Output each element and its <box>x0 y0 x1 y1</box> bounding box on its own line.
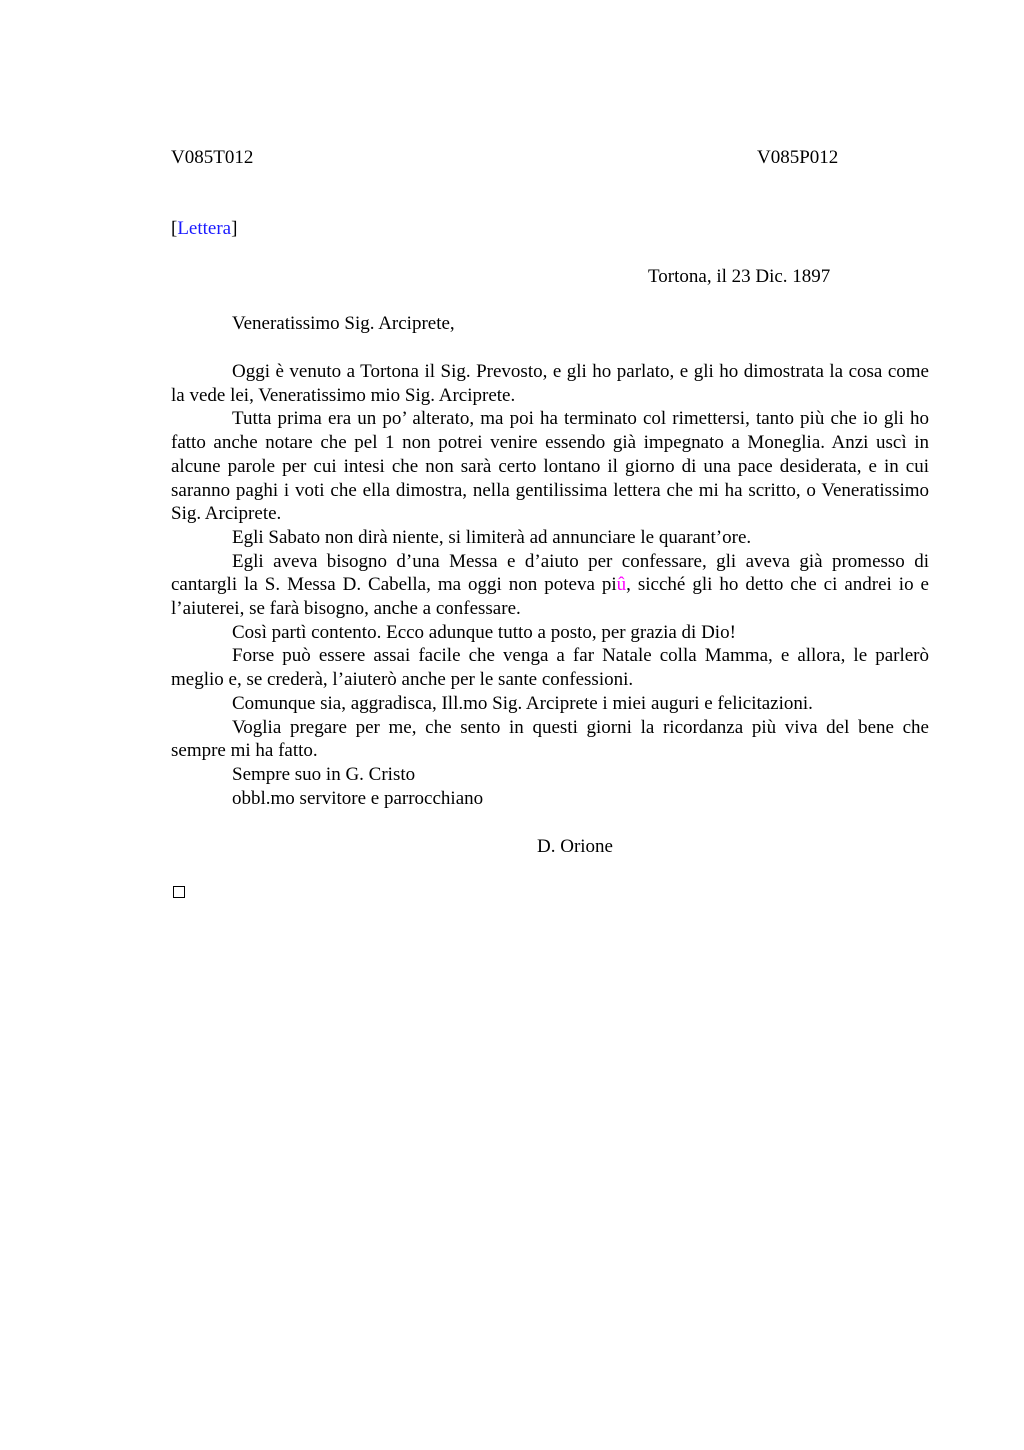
paragraph-7: Comunque sia, aggradisca, Ill.mo Sig. Arciprete i miei auguri e felicitazioni. <box>232 692 813 714</box>
letter-date: Tortona, il 23 Dic. 1897 <box>648 266 831 287</box>
close-bracket: ] <box>231 218 238 239</box>
letter-body <box>171 360 929 810</box>
paragraph-6: Forse può essere assai facile che venga a far Natale colla Mamma, e allora, le parlerò meglio e, se crederà, l’aiuterò anche per le sante confessioni. <box>171 645 929 691</box>
paragraph-3: Egli Sabato non dirà niente, si limiterà ad annunciare le quarant’ore. <box>232 526 752 548</box>
document-type-label <box>171 217 237 241</box>
highlighted-character: û <box>616 574 627 596</box>
document-code-left: V085T012 <box>171 147 254 168</box>
letter-signature: D. Orione <box>537 836 613 857</box>
checkbox-icon[interactable] <box>173 886 185 898</box>
paragraph-4-start: Egli aveva bisogno d’una Messa e d’aiuto per confessare, gli aveva già promesso di cantargli la S. Messa D. Cabella, ma oggi non poteva pi <box>171 550 929 596</box>
closing-line-2: obbl.mo servitore e parrocchiano <box>232 787 484 809</box>
paragraph-4-end: , sicché gli ho detto che ci andrei io e l’aiuterei, se farà bisogno, anche a confessare. <box>171 574 929 620</box>
document-code-right: V085P012 <box>757 147 839 168</box>
paragraph-8: Voglia pregare per me, che sento in questi giorni la ricordanza più viva del bene che sempre mi ha fatto. <box>171 716 929 762</box>
paragraph-2: Tutta prima era un po’ alterato, ma poi ha terminato col rimettersi, tanto più che io gli ho fatto anche notare che pel 1 non potrei venire essendo già impegnato a Moneglia. Anzi uscì in alcune parole per cui intesi che non sarà certo lontano il giorno di una pace desiderata, e in cui saranno paghi i voti che ella dimostra, nella gentilissima lettera che mi ha scritto, o Veneratissimo Sig. Arciprete. <box>171 408 929 525</box>
paragraph-1: Oggi è venuto a Tortona il Sig. Prevosto, e gli ho parlato, e gli ho dimostrata la cosa come la vede lei, Veneratissimo mio Sig. Arciprete. <box>171 361 929 406</box>
open-bracket: [ <box>171 218 178 239</box>
paragraph-4 <box>171 550 929 621</box>
document-type-link[interactable]: Lettera <box>177 218 232 239</box>
paragraph-5: Così partì contento. Ecco adunque tutto a posto, per grazia di Dio! <box>232 621 736 643</box>
letter-salutation: Veneratissimo Sig. Arciprete, <box>232 313 455 334</box>
closing-line-1: Sempre suo in G. Cristo <box>232 763 416 785</box>
